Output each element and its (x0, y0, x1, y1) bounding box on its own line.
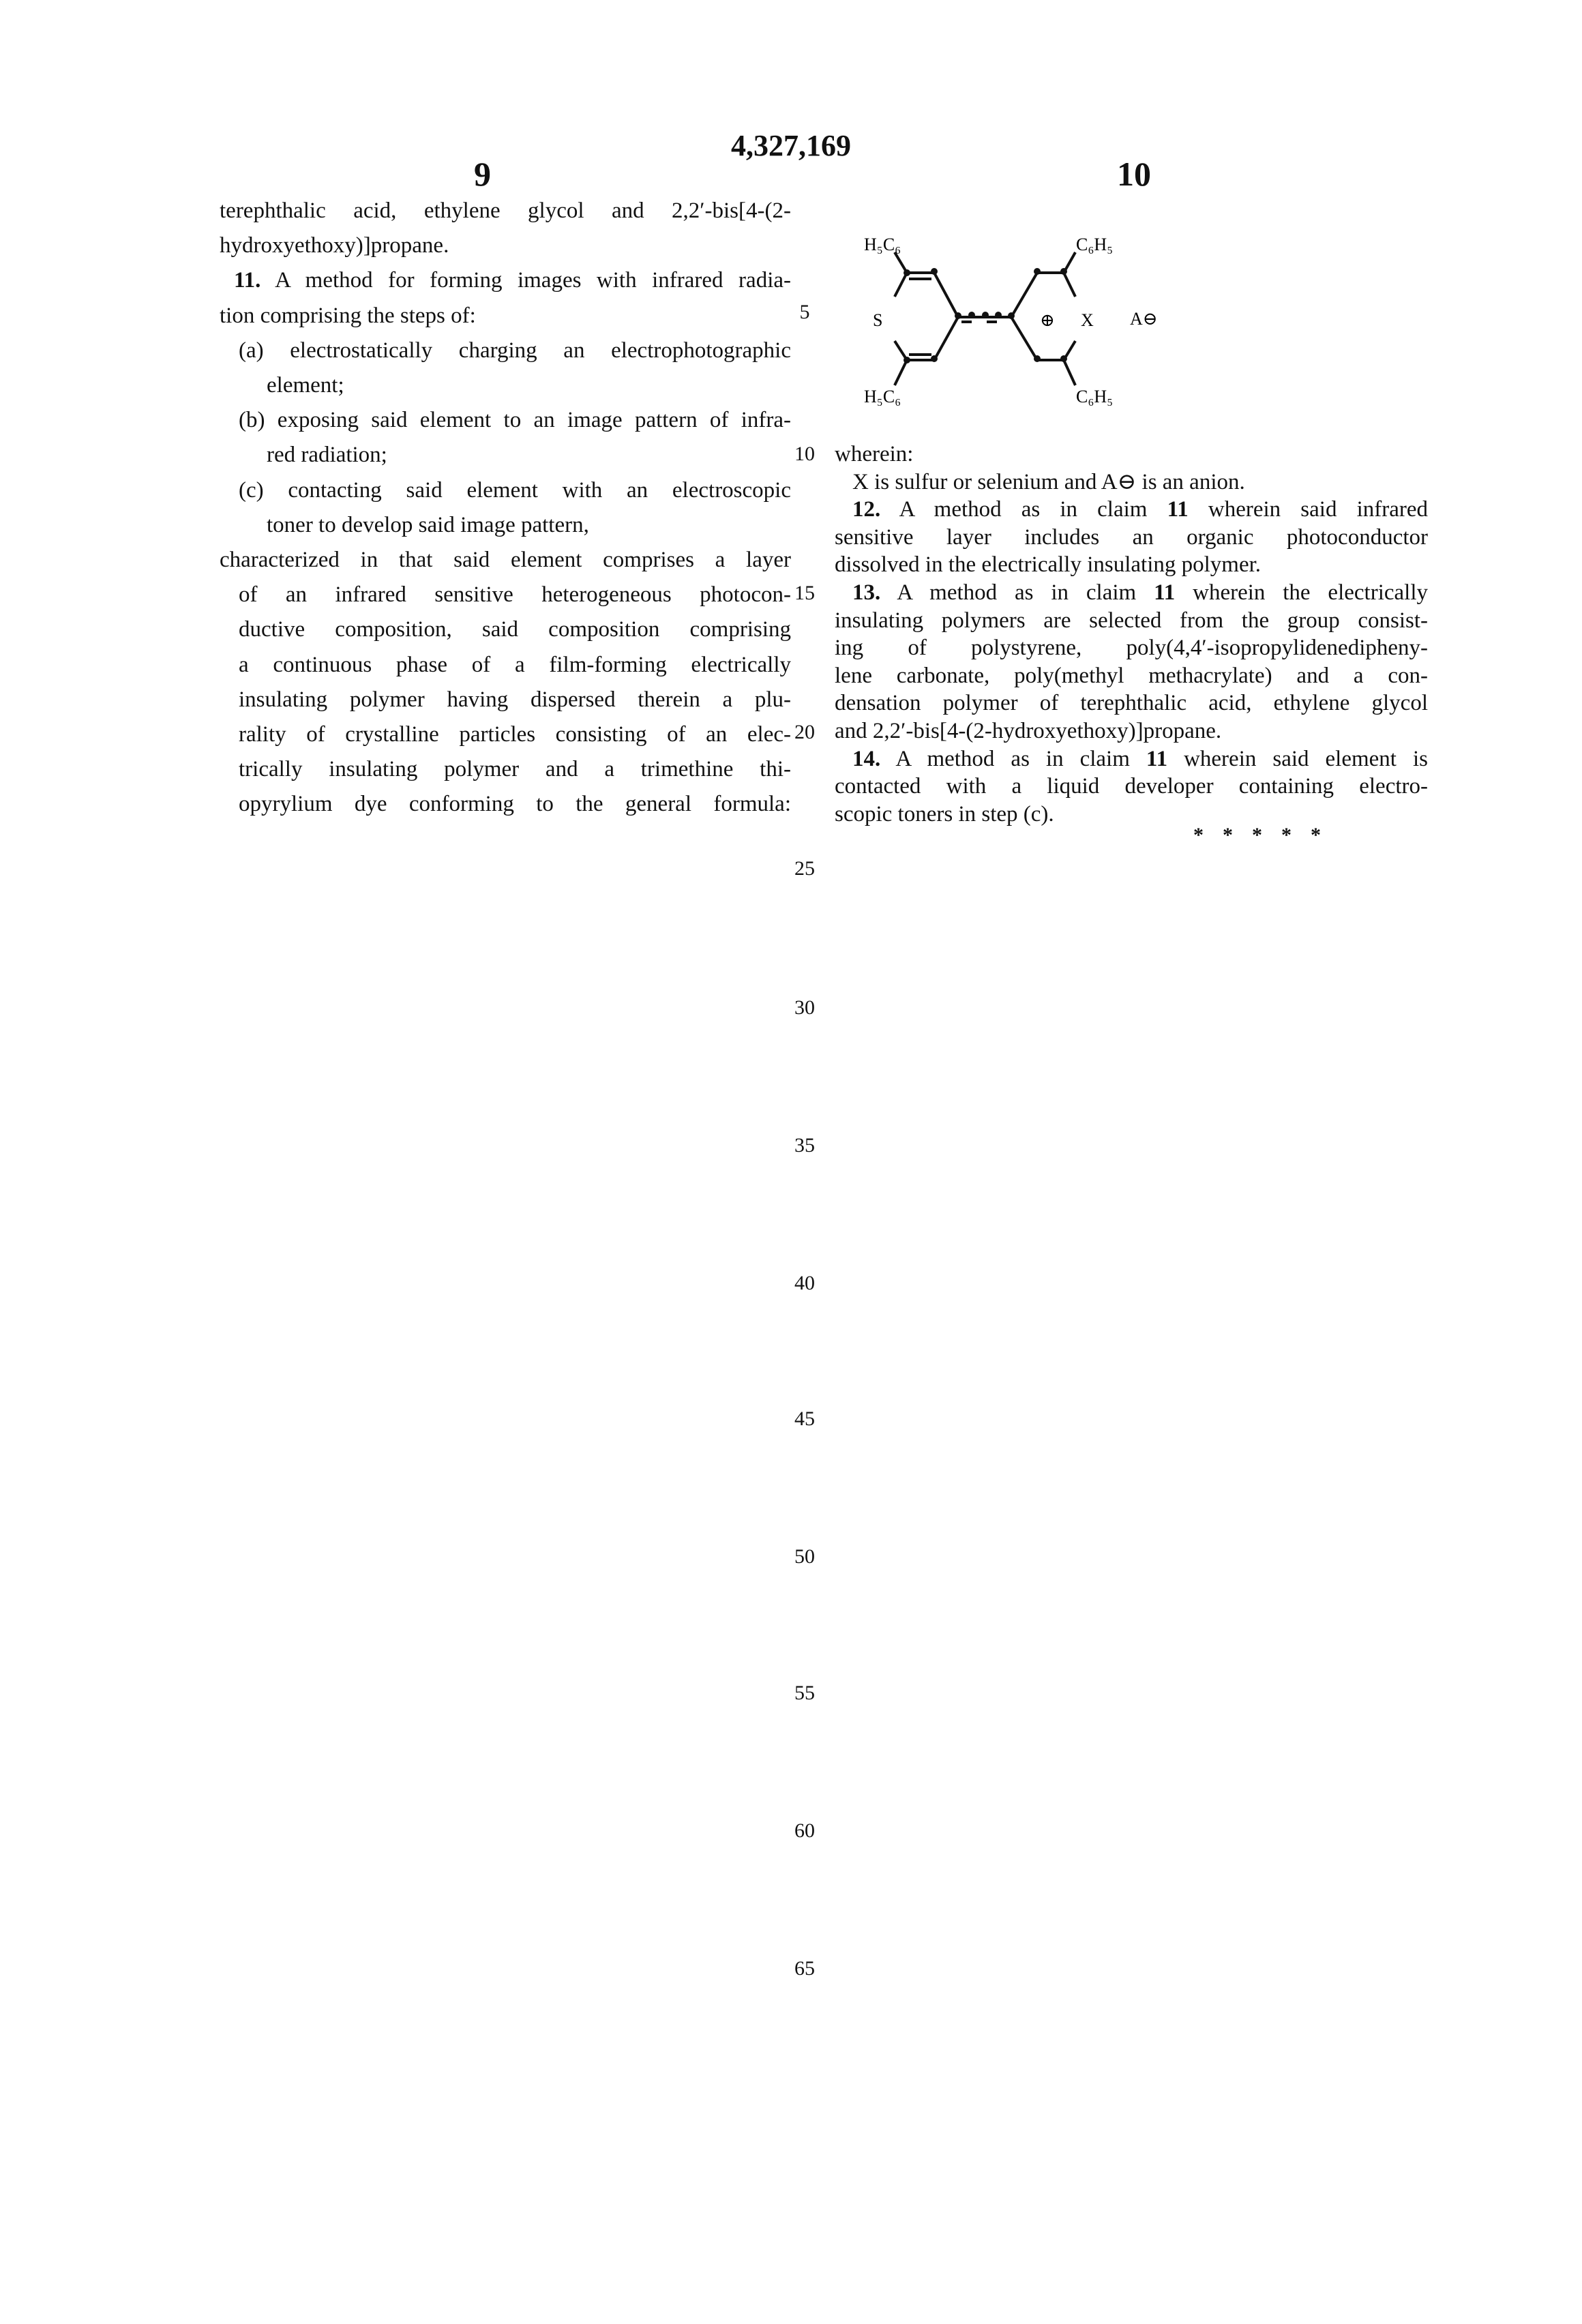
positive-charge-symbol: ⊕ (1040, 310, 1055, 330)
text-line (267, 511, 589, 539)
text-segment: sensitive layer includes an organic photoconductor (835, 525, 1428, 550)
text-segment: terephthalic acid, ethylene glycol and 2,2′-bis[4-(2- (220, 198, 791, 223)
line-number: 40 (777, 1270, 832, 1297)
text-segment: densation polymer of terephthalic acid, ethylene glycol (835, 691, 1428, 715)
claim-number: 12. (852, 497, 880, 522)
claim-number: 11 (1167, 497, 1189, 522)
text-segment: rality of crystalline particles consisting of an elec- (239, 722, 791, 747)
text-segment: lene carbonate, poly(methyl methacrylate) and a con- (835, 664, 1428, 688)
substituent-top-left: H₅C₆ (864, 235, 901, 254)
text-line (852, 496, 1428, 523)
text-segment: insulating polymer having dispersed therein a plu- (239, 687, 791, 712)
end-marker-asterisks: ***** (1193, 824, 1340, 847)
sulfur-atom-label: S (873, 310, 882, 330)
line-number: 55 (777, 1680, 832, 1707)
text-segment: of an infrared sensitive heterogeneous photocon- (239, 582, 791, 607)
text-line (239, 686, 791, 713)
text-line (835, 662, 1428, 689)
text-segment: X is sulfur or selenium and A⊖ is an anion. (852, 470, 1245, 494)
chemical-structure-formula (0, 0, 1582, 477)
text-segment: (c) contacting said element with an electroscopic (239, 478, 791, 503)
text-segment: wherein said element is (1167, 747, 1428, 771)
text-line (239, 721, 791, 748)
line-number: 15 (777, 580, 832, 607)
text-segment: A method as in claim (880, 580, 1154, 605)
text-segment: wherein: (835, 442, 913, 466)
line-number: 35 (777, 1132, 832, 1159)
text-line (835, 607, 1428, 634)
substituent-bottom-right: C₆H₅ (1076, 387, 1113, 406)
text-line (835, 689, 1428, 717)
text-line (239, 756, 791, 783)
line-number: 10 (777, 441, 832, 468)
text-line (220, 546, 791, 573)
left-column-number: 9 (474, 154, 491, 194)
patent-number: 4,327,169 (0, 128, 1582, 163)
line-number: 20 (777, 719, 832, 746)
text-line (852, 745, 1428, 773)
right-column-number: 10 (1117, 154, 1151, 194)
text-segment: hydroxyethoxy)]propane. (220, 233, 449, 258)
claim-number: 11 (1154, 580, 1175, 605)
substituent-top-right: C₆H₅ (1076, 235, 1113, 254)
line-number: 65 (777, 1955, 832, 1982)
text-segment: opyrylium dye conforming to the general formula: (239, 792, 791, 816)
claim-number: 11 (1146, 747, 1167, 771)
line-number: 30 (777, 994, 832, 1022)
text-line (835, 801, 1054, 828)
text-segment: trically insulating polymer and a trimethine thi- (239, 757, 791, 781)
text-segment: toner to develop said image pattern, (267, 513, 589, 537)
text-segment: ing of polystyrene, poly(4,4′-isopropylidenedipheny- (835, 636, 1428, 660)
text-line (835, 773, 1428, 800)
text-segment: A method as in claim (880, 497, 1167, 522)
line-number: 45 (777, 1405, 832, 1433)
line-number: 5 (777, 299, 832, 326)
claim-number: 13. (852, 580, 880, 605)
substituent-bottom-left: H₅C₆ (864, 387, 901, 406)
text-segment: red radiation; (267, 443, 387, 467)
line-number: 50 (777, 1543, 832, 1570)
text-line (239, 581, 791, 608)
text-segment: contacted with a liquid developer containing electro- (835, 774, 1428, 799)
text-segment: A method for forming images with infrared radia- (260, 268, 791, 293)
text-line (835, 551, 1261, 578)
text-segment: a continuous phase of a film-forming electrically (239, 653, 791, 677)
text-segment: (a) electrostatically charging an electrophotographic (239, 338, 791, 363)
text-line (239, 477, 791, 504)
text-line (239, 651, 791, 679)
text-line (239, 616, 791, 643)
text-segment: and 2,2′-bis[4-(2-hydroxyethoxy)]propane. (835, 719, 1221, 743)
text-line (835, 634, 1428, 661)
heteroatom-x-label: X (1081, 310, 1094, 330)
text-segment: insulating polymers are selected from the group consist- (835, 608, 1428, 633)
text-segment: wherein said infrared (1189, 497, 1428, 522)
text-line (835, 717, 1221, 745)
text-segment: ductive composition, said composition comprising (239, 617, 791, 642)
anion-label: A⊖ (1130, 309, 1158, 329)
text-line (835, 524, 1428, 551)
text-segment: wherein the electrically (1175, 580, 1428, 605)
text-segment: element; (267, 373, 344, 398)
text-segment: A method as in claim (880, 747, 1146, 771)
text-line (239, 790, 791, 818)
text-segment: (b) exposing said element to an image pattern of infra- (239, 408, 791, 432)
text-line (852, 579, 1428, 606)
line-number: 25 (777, 855, 832, 882)
claim-number: 11. (234, 268, 260, 293)
text-segment: dissolved in the electrically insulating polymer. (835, 552, 1261, 577)
claim-number: 14. (852, 747, 880, 771)
text-segment: tion comprising the steps of: (220, 303, 476, 328)
text-segment: scopic toners in step (c). (835, 802, 1054, 826)
text-segment: characterized in that said element comprises a layer (220, 548, 791, 572)
line-number: 60 (777, 1817, 832, 1845)
